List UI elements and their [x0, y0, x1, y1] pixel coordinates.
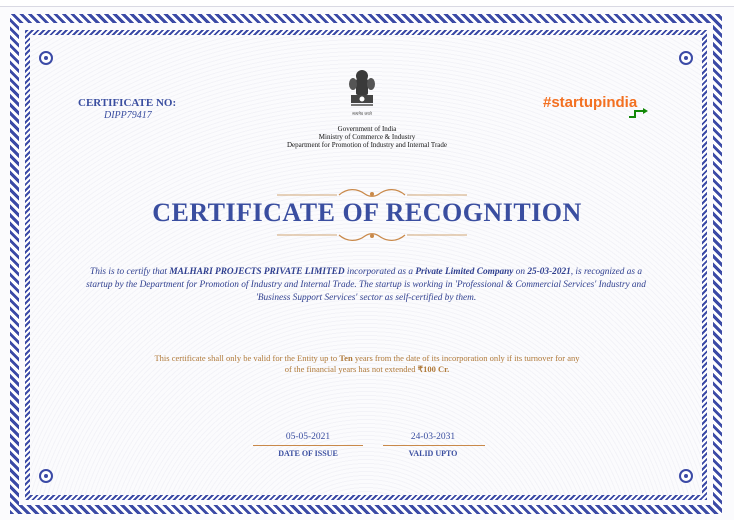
date-of-issue-line	[253, 445, 363, 446]
corner-ornament-bottom-right	[679, 469, 693, 483]
company-name: MALHARI PROJECTS PRIVATE LIMITED	[169, 267, 345, 277]
validity-statement	[150, 353, 584, 375]
issuer-ministry: Ministry of Commerce & Industry	[318, 133, 416, 141]
startupindia-logo	[543, 94, 637, 111]
valid-upto-line	[383, 445, 485, 446]
valid-upto-value: 24-03-2031	[410, 432, 456, 442]
startupindia-logo-india: india	[602, 94, 638, 111]
national-emblem-icon	[345, 66, 379, 120]
company-type: Private Limited Company	[415, 267, 514, 277]
corner-ornament-top-right	[679, 51, 693, 65]
corner-ornament-bottom-left	[39, 469, 53, 483]
statement-text-3: on	[513, 267, 528, 277]
emblem-motto: सत्यमेव जयते	[352, 111, 372, 116]
valid-upto-label: VALID UPTO	[408, 449, 458, 458]
issuer-block	[250, 125, 484, 149]
statement-text-1: This is to certify that	[90, 267, 170, 277]
validity-text-1: This certificate shall only be valid for the Entity up to	[154, 353, 340, 363]
turnover-limit: ₹100 Cr.	[417, 364, 450, 374]
date-of-issue-label: DATE OF ISSUE	[278, 449, 338, 458]
date-of-issue-value: 05-05-2021	[285, 432, 331, 442]
validity-years: Ten	[339, 353, 353, 363]
top-strip	[0, 0, 734, 7]
certificate-number-value: DIPP79417	[104, 110, 152, 121]
certificate-number-label: CERTIFICATE NO:	[78, 97, 177, 109]
startupindia-logo-hash: #	[543, 94, 552, 111]
certification-statement	[86, 266, 646, 305]
issuer-department: Department for Promotion of Industry and Internal Trade	[287, 141, 447, 149]
corner-ornament-top-left	[39, 51, 53, 65]
issuer-government: Government of India	[337, 125, 397, 133]
incorporation-date: 25-03-2021	[527, 267, 571, 277]
certificate-title: CERTIFICATE OF RECOGNITION	[152, 198, 582, 227]
statement-text-2: incorporated as a	[344, 267, 416, 277]
statement-text-4: , is recognized as a startup by the Department for Promotion of Industry and Internal Trade. The startup is working in 'Professional & Commercial Services' Industry and 'Business Support Services' sector as self-certified by them.	[86, 267, 646, 303]
validity-text-2: years from the date of its incorporation only if its turnover for any of the financial years has not extended	[284, 353, 580, 374]
startupindia-arrow-icon	[627, 107, 653, 119]
startupindia-logo-start: startup	[551, 94, 603, 111]
title-ornament-bottom	[277, 230, 467, 244]
